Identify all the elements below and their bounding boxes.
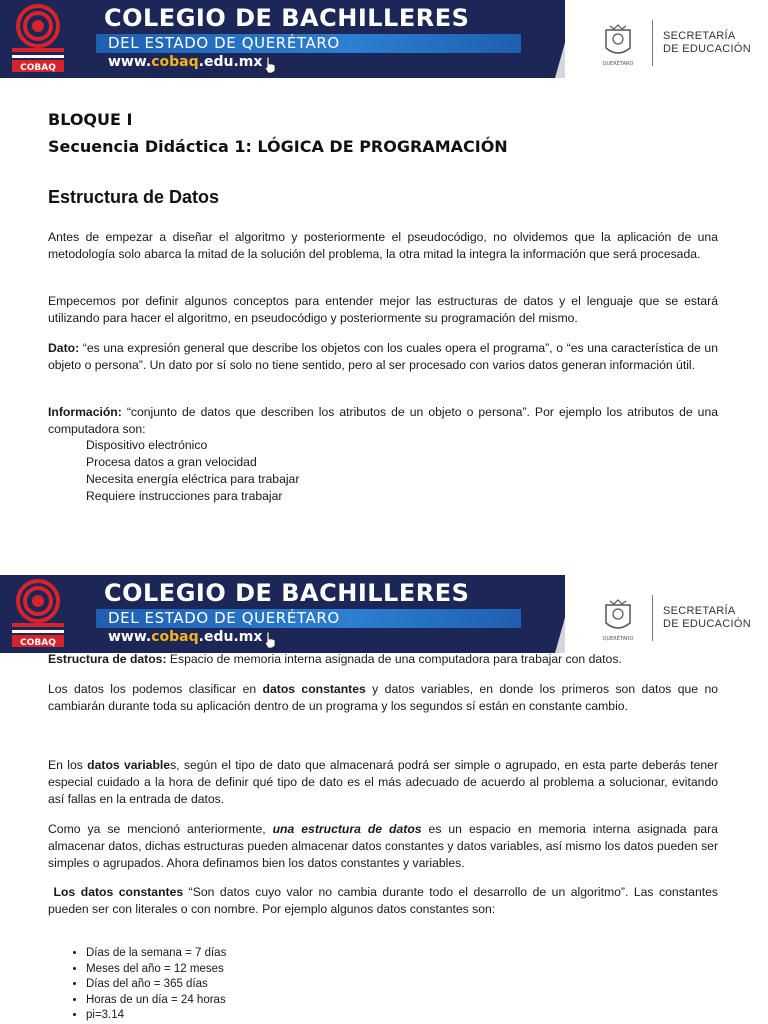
banner-url[interactable]: www.cobaq.edu.mx — [108, 629, 263, 645]
svg-text:COBAQ: COBAQ — [20, 638, 56, 648]
queretaro-seal-icon — [600, 597, 636, 643]
list-item: • Meses del año = 12 meses — [86, 962, 226, 978]
paragraph: Antes de empezar a diseñar el algoritmo y posteriormente el pseudocódigo, no olvidemos que la aplicación de una metodología solo abarca la mitad de la solución del problema, la otra mitad la integra la información que será procesada. — [48, 230, 718, 261]
secretaria-educacion-label: SECRETARÍA DE EDUCACIÓN — [663, 30, 751, 55]
paragraph: Como ya se mencionó anteriormente, una estructura de datos es un espacio en memoria interna asignada para almacenar datos, dichas estructuras pueden almacenar datos constantes y datos variables, así mismo los datos pueden ser simples o agrupados. Ahora definamos bien los datos constantes y variables. — [48, 822, 718, 870]
cobaq-logo-icon — [6, 4, 70, 74]
sequence-title: Secuencia Didáctica 1: LÓGICA DE PROGRAMACIÓN — [48, 137, 508, 156]
cobaq-logo-icon — [6, 579, 70, 649]
block-title: BLOQUE I — [48, 110, 133, 129]
queretaro-seal-icon — [600, 22, 636, 68]
list-item: • Días de la semana = 7 días — [86, 946, 226, 962]
list-item: Necesita energía eléctrica para trabajar — [86, 472, 300, 486]
definition-dato: Dato: “es una expresión general que describe los objetos con los cuales opera el programa”, o “es una característica de un objeto o persona”. Un dato por sí solo no tiene sentido, pero al ser procesado con varios datos generan información útil. — [48, 341, 718, 372]
paragraph: Empecemos por definir algunos conceptos para entender mejor las estructuras de datos y el lenguaje que se estará utilizando para hacer el algoritmo, en pseudocódigo y posteriormente su programación del mismo. — [48, 294, 718, 325]
paragraph: Los datos los podemos clasificar en datos constantes y datos variables, en donde los primeros son datos que no cambiarán durante toda su aplicación dentro de un programa y los segundos sí están en constante cambio. — [48, 682, 718, 713]
section-heading: Estructura de Datos — [48, 187, 220, 207]
list-item: • Días del año = 365 días — [86, 977, 226, 993]
header-banner — [0, 0, 768, 78]
paragraph: En los datos variables, según el tipo de dato que almacenará podrá ser simple o agrupado, en esta parte deberás tener especial cuidado a la hora de definir qué tipo de dato es el más adecuado de acuerdo al problema a solucionar, evitando así fallas en la entrada de datos. — [48, 758, 719, 806]
banner-title: COLEGIO DE BACHILLERES — [104, 579, 470, 607]
hand-cursor-icon — [263, 56, 277, 74]
secretaria-educacion-label: SECRETARÍA DE EDUCACIÓN — [663, 605, 751, 630]
paragraph: Los datos constantes “Son datos cuyo valor no cambia durante todo el desarrollo de un algoritmo”. Las constantes pueden ser con literales o con nombre. Por ejemplo algunos datos constantes son: — [48, 885, 718, 916]
list-item: • pi=3.14 — [86, 1008, 226, 1024]
definition-estructura: Estructura de datos: Espacio de memoria interna asignada de una computadora para trabajar con datos. — [48, 652, 622, 666]
banner-subtitle: DEL ESTADO DE QUERÉTARO — [108, 34, 340, 52]
hand-cursor-icon — [263, 631, 277, 649]
svg-text:QUERÉTARO: QUERÉTARO — [602, 636, 634, 642]
list-item: • Horas de un día = 24 horas — [86, 993, 226, 1009]
constants-list — [48, 946, 226, 1024]
header-banner — [0, 575, 768, 653]
list-item: Dispositivo electrónico — [86, 438, 208, 452]
list-item: Procesa datos a gran velocidad — [86, 455, 257, 469]
svg-text:QUERÉTARO: QUERÉTARO — [602, 61, 634, 67]
banner-title: COLEGIO DE BACHILLERES — [104, 4, 470, 32]
banner-subtitle: DEL ESTADO DE QUERÉTARO — [108, 609, 340, 627]
definition-informacion: Información: “conjunto de datos que describen los atributos de un objeto o persona”. Por ejemplo los atributos de una computadora son: — [48, 405, 718, 436]
svg-text:COBAQ: COBAQ — [20, 63, 56, 73]
list-item: Requiere instrucciones para trabajar — [86, 489, 283, 503]
banner-url[interactable]: www.cobaq.edu.mx — [108, 54, 263, 70]
